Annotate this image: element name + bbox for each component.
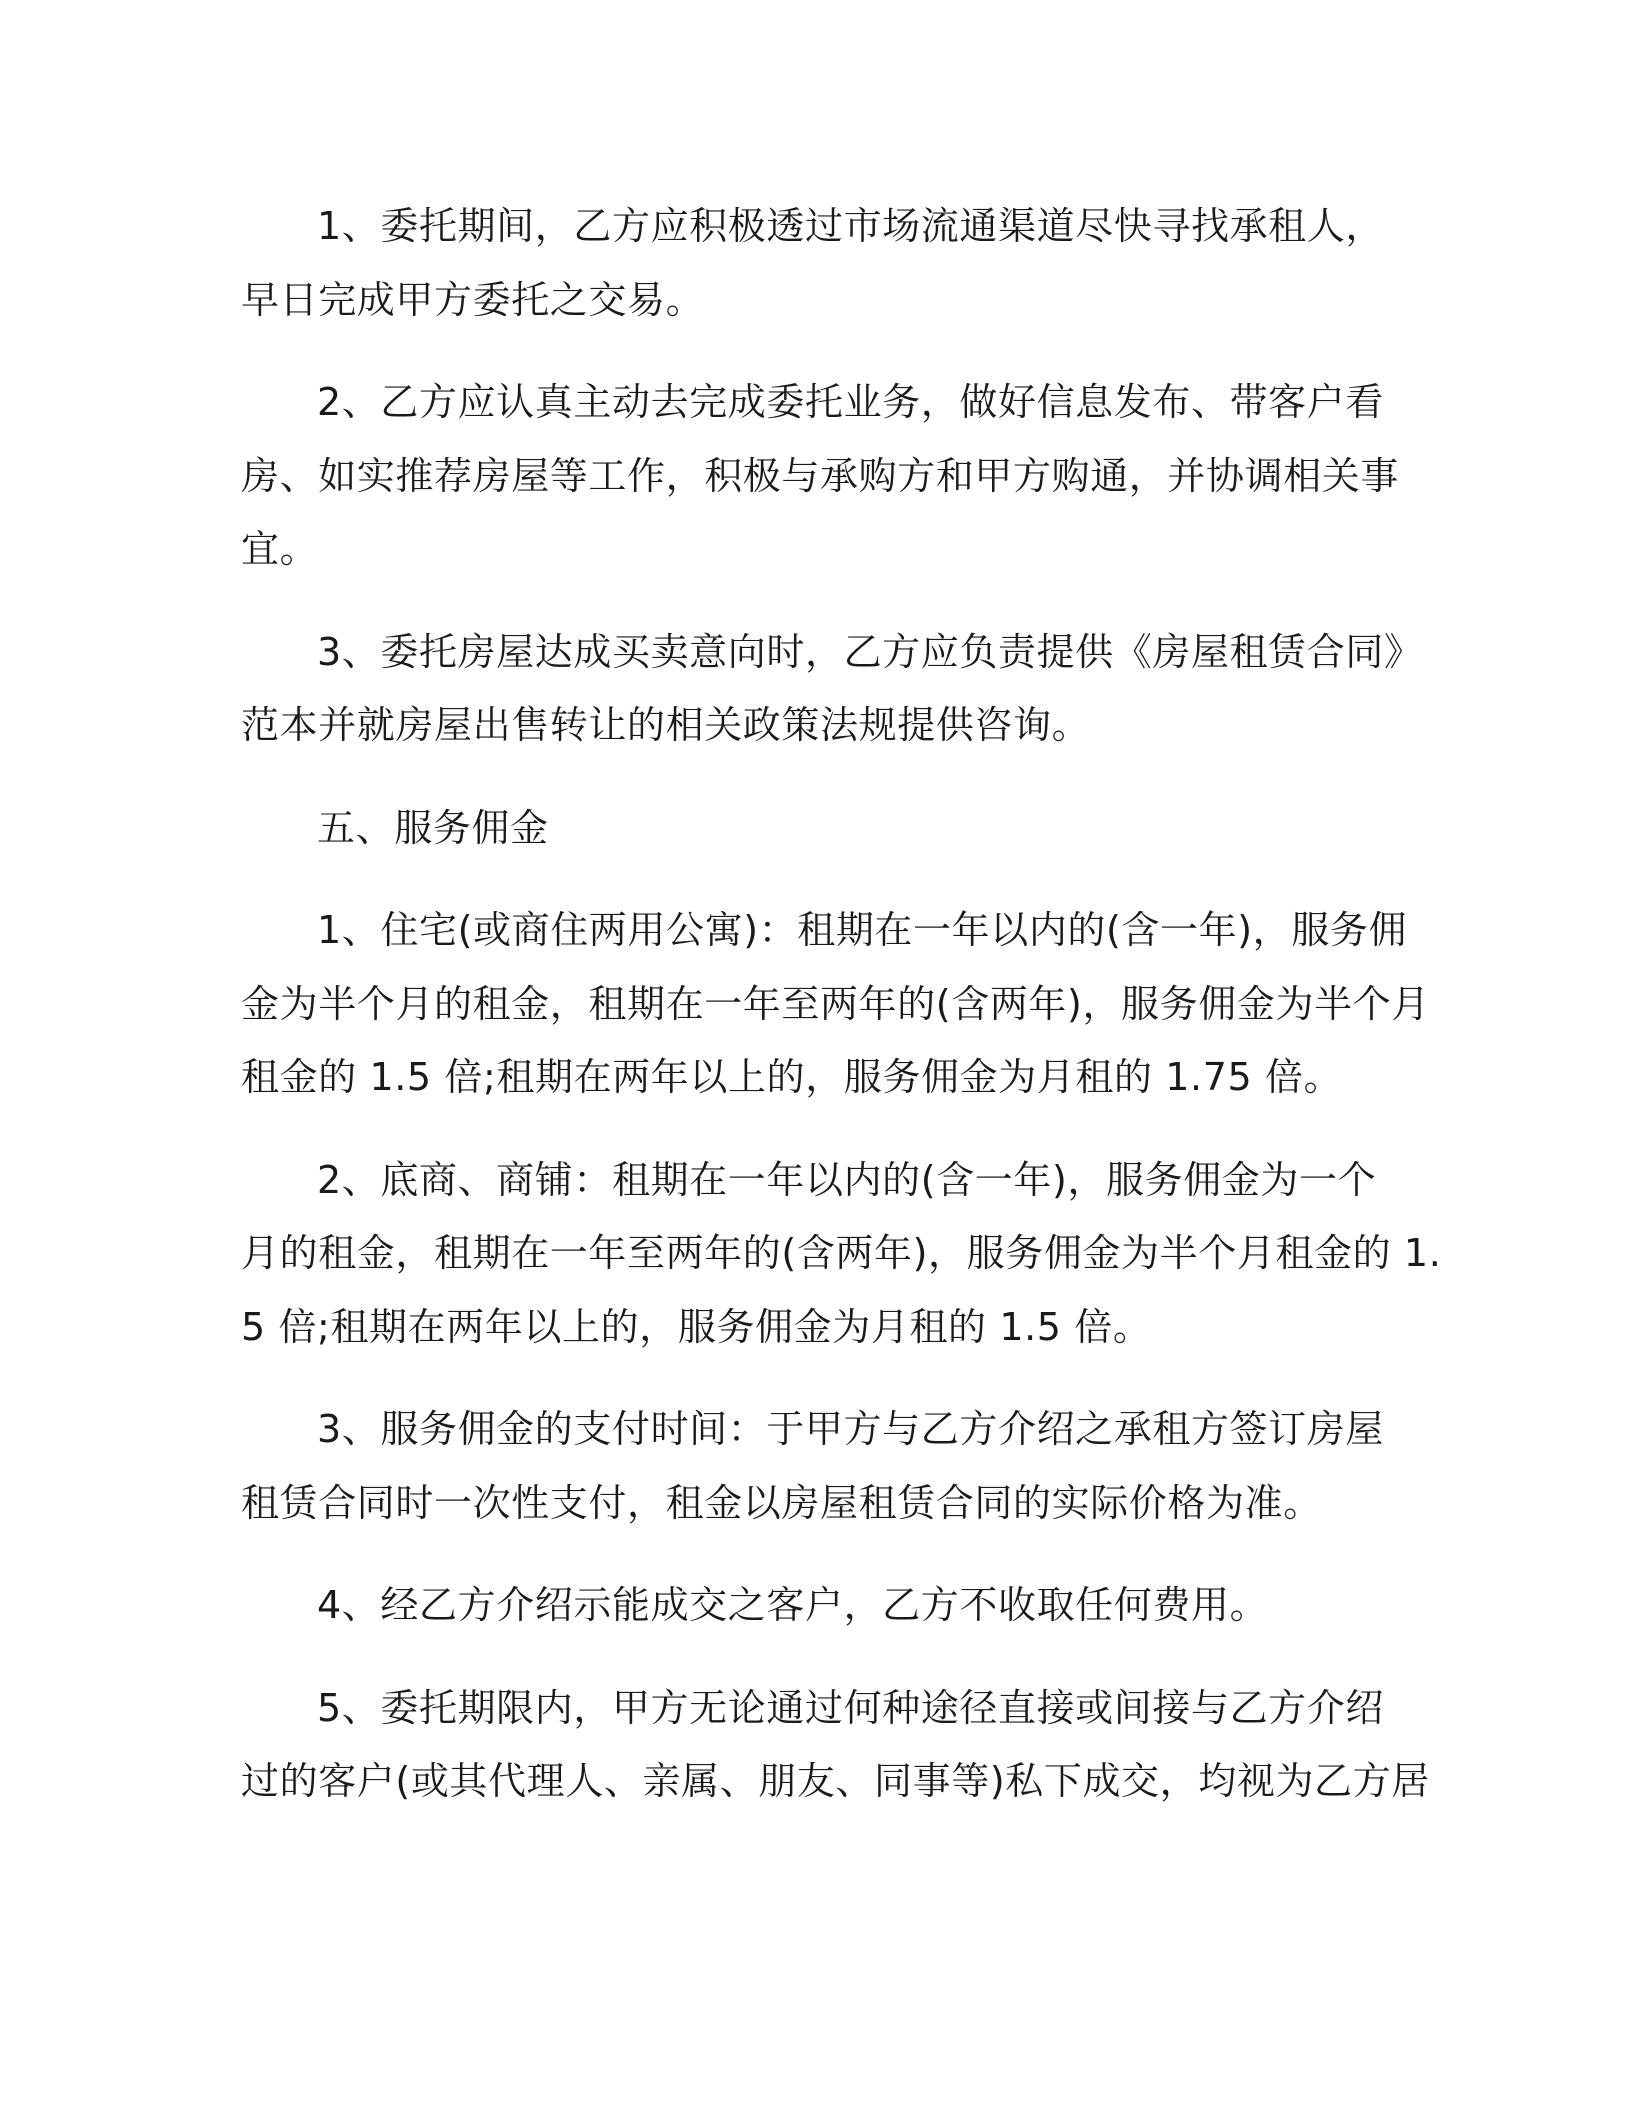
section-heading-text: 五、服务佣金: [317, 805, 549, 850]
text-line: 租赁合同时一次性支付，租金以房屋租赁合同的实际价格为准。: [241, 1480, 1322, 1525]
document-body: [241, 190, 1442, 1848]
text-line: 早日完成甲方委托之交易。: [241, 277, 705, 322]
text-line: 租金的 1.5 倍;租期在两年以上的，服务佣金为月租的 1.75 倍。: [241, 1055, 1343, 1099]
text-line: 4、经乙方介绍示能成交之客户，乙方不收取任何费用。: [317, 1583, 1269, 1627]
text-line: 3、委托房屋达成买卖意向时，乙方应负责提供《房屋租赁合同》: [317, 629, 1423, 674]
text-line: 宜。: [241, 527, 319, 571]
clause-5-3: [241, 1393, 1391, 1540]
text-line: 房、如实推荐房屋等工作，积极与承购方和甲方购通，并协调相关事: [241, 453, 1400, 498]
clause-5-2: [241, 1144, 1442, 1365]
clause-5-5: [241, 1672, 1430, 1819]
text-line: 过的客户(或其代理人、亲属、朋友、同事等)私下成交，均视为乙方居: [241, 1759, 1430, 1803]
text-line: 月的租金，租期在一年至两年的(含两年)，服务佣金为半个月租金的 1.: [241, 1231, 1442, 1275]
clause-4-3: [241, 616, 1423, 763]
text-line: 金为半个月的租金，租期在一年至两年的(含两年)，服务佣金为半个月: [241, 981, 1430, 1026]
text-line: 1、住宅(或商住两用公寓)：租期在一年以内的(含一年)，服务佣: [317, 908, 1408, 952]
text-line: 范本并就房屋出售转让的相关政策法规提供咨询。: [241, 703, 1091, 747]
text-line: 2、乙方应认真主动去完成委托业务，做好信息发布、带客户看: [317, 380, 1384, 424]
text-line: 2、底商、商铺：租期在一年以内的(含一年)，服务佣金为一个: [317, 1157, 1377, 1202]
section-5-heading: [241, 792, 1391, 866]
text-line: 3、服务佣金的支付时间：于甲方与乙方介绍之承租方签订房屋: [317, 1407, 1384, 1451]
text-line: 5、委托期限内，甲方无论通过何种途径直接或间接与乙方介绍: [317, 1685, 1384, 1730]
clause-4-2: [241, 366, 1400, 587]
text-line: 1、委托期间，乙方应积极透过市场流通渠道尽快寻找承租人，: [317, 204, 1384, 248]
clause-4-1: [241, 190, 1391, 337]
clause-5-4: [241, 1569, 1391, 1643]
clause-5-1: [241, 894, 1430, 1115]
text-line: 5 倍;租期在两年以上的，服务佣金为月租的 1.5 倍。: [241, 1304, 1152, 1349]
